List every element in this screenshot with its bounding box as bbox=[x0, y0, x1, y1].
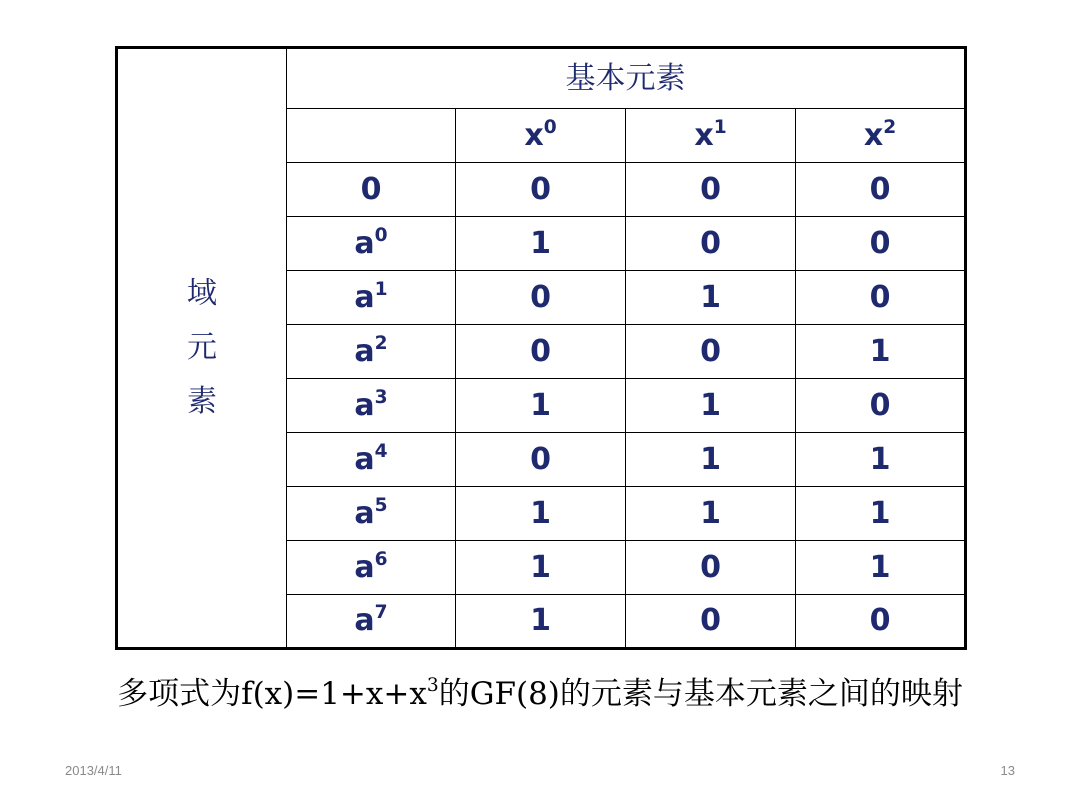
bit-cell: 1 bbox=[796, 487, 966, 541]
bit-cell: 1 bbox=[796, 325, 966, 379]
bit-cell: 0 bbox=[626, 163, 796, 217]
bit-cell: 1 bbox=[796, 433, 966, 487]
bit-cell: 0 bbox=[796, 217, 966, 271]
row-element-label: $a^7$ bbox=[287, 595, 456, 649]
row-element-label: $a^3$ bbox=[287, 379, 456, 433]
bit-cell: 0 bbox=[626, 595, 796, 649]
bit-cell: 0 bbox=[796, 595, 966, 649]
row-element-label: 0 bbox=[287, 163, 456, 217]
row-element-label: $a^4$ bbox=[287, 433, 456, 487]
footer-date: 2013/4/11 bbox=[65, 763, 122, 778]
side-label-char: 域 bbox=[187, 276, 217, 311]
caption-suffix: 的GF(8)的元素与基本元素之间的映射 bbox=[438, 676, 963, 712]
bit-cell: 0 bbox=[796, 379, 966, 433]
bit-cell: 0 bbox=[796, 163, 966, 217]
bit-cell: 0 bbox=[626, 217, 796, 271]
column-header-x1: $x^1$ bbox=[626, 109, 796, 163]
bit-cell: 1 bbox=[626, 433, 796, 487]
bit-cell: 1 bbox=[626, 487, 796, 541]
field-elements-label bbox=[117, 48, 287, 649]
bit-cell: 0 bbox=[626, 325, 796, 379]
side-label-char: 元 bbox=[187, 330, 217, 365]
bit-cell: 0 bbox=[456, 325, 626, 379]
bit-cell: 1 bbox=[626, 271, 796, 325]
side-label-char: 素 bbox=[187, 384, 217, 419]
page-number: 13 bbox=[1000, 763, 1015, 778]
bit-cell: 0 bbox=[796, 271, 966, 325]
basic-elements-header: 基本元素 bbox=[287, 48, 966, 109]
column-header-blank bbox=[287, 109, 456, 163]
bit-cell: 1 bbox=[456, 541, 626, 595]
bit-cell: 1 bbox=[456, 487, 626, 541]
caption-exponent: 3 bbox=[426, 674, 439, 696]
bit-cell: 0 bbox=[456, 433, 626, 487]
bit-cell: 1 bbox=[456, 379, 626, 433]
bit-cell: 0 bbox=[626, 541, 796, 595]
column-header-x2: $x^2$ bbox=[796, 109, 966, 163]
row-element-label: $a^6$ bbox=[287, 541, 456, 595]
bit-cell: 1 bbox=[456, 595, 626, 649]
bit-cell: 0 bbox=[456, 271, 626, 325]
row-element-label: $a^2$ bbox=[287, 325, 456, 379]
bit-cell: 1 bbox=[626, 379, 796, 433]
row-element-label: $a^5$ bbox=[287, 487, 456, 541]
row-element-label: $a^1$ bbox=[287, 271, 456, 325]
bit-cell: 1 bbox=[796, 541, 966, 595]
bit-cell: 0 bbox=[456, 163, 626, 217]
bit-cell: 1 bbox=[456, 217, 626, 271]
table-body bbox=[117, 48, 966, 649]
gf8-mapping-table bbox=[115, 46, 967, 650]
row-element-label: $a^0$ bbox=[287, 217, 456, 271]
table-caption bbox=[0, 668, 1080, 713]
caption-prefix: 多项式为f(x)=1+x+x bbox=[117, 676, 427, 712]
column-header-x0: $x^0$ bbox=[456, 109, 626, 163]
header-row-group bbox=[117, 48, 966, 109]
